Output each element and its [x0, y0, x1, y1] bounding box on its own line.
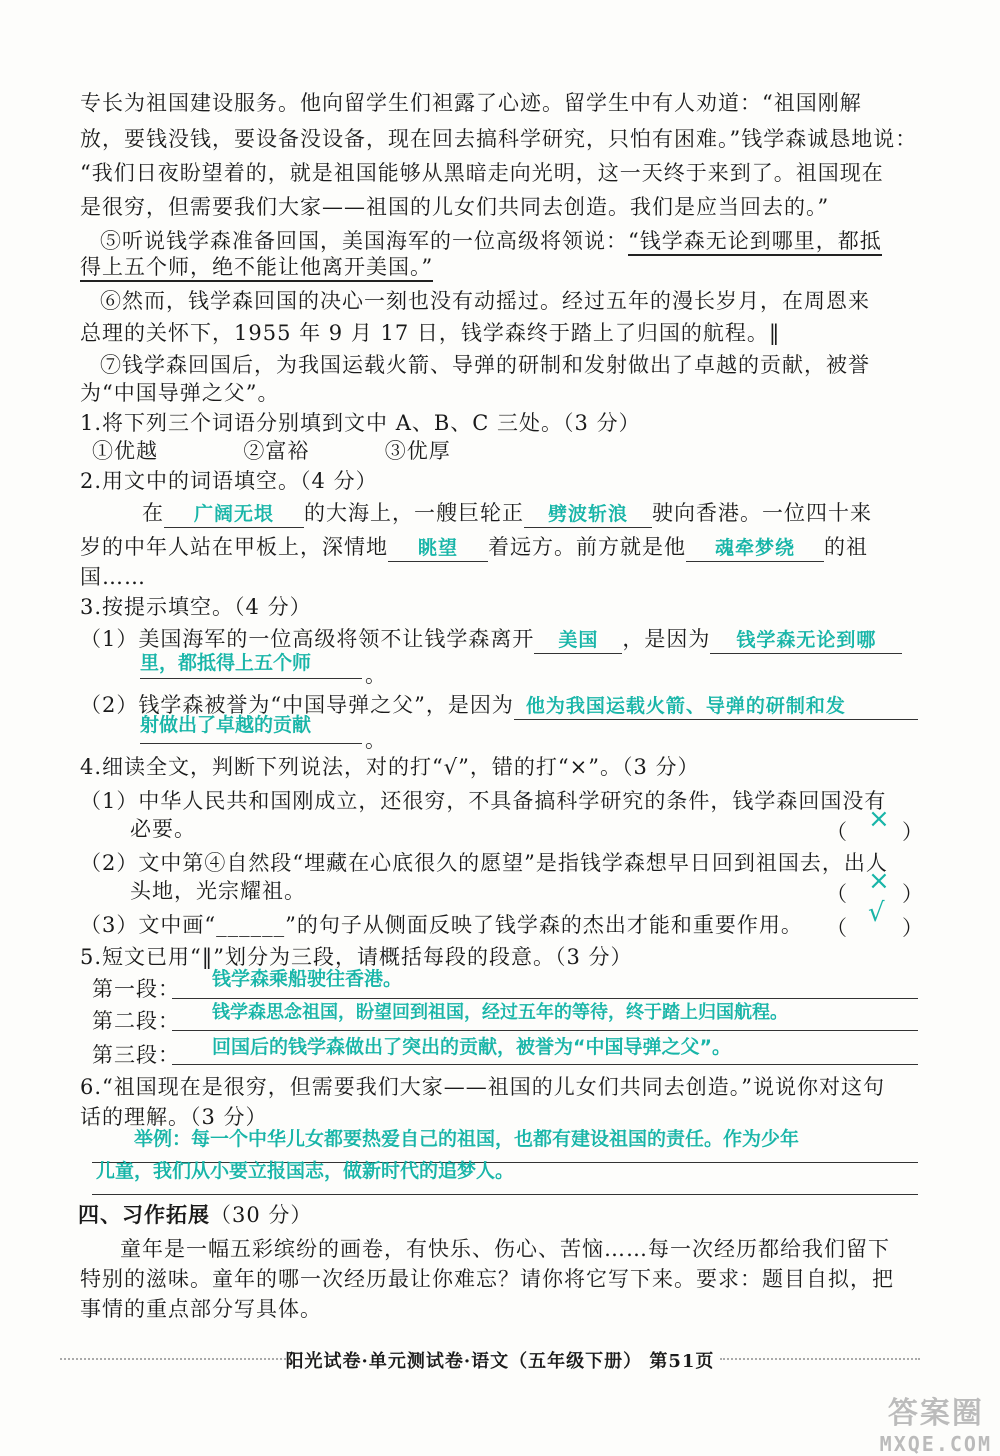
- page-footer: 阳光试卷·单元测试卷·语文（五年级下册） 第51页: [285, 1351, 715, 1372]
- answer-line: [140, 678, 362, 679]
- q3-text: （2）钱学森被誉为“中国导弹之父”，是因为: [80, 693, 514, 717]
- q6-answer-line-1: 举例：每一个中华儿女都要热爱自己的祖国，也都有建设祖国的责任。作为少年: [134, 1128, 800, 1150]
- q6-answer-line-2: 儿童，我们从小要立报国志，做新时代的追梦人。: [96, 1160, 515, 1182]
- essay-prompt-line: 特别的滋味。童年的哪一次经历最让你难忘？请你将它写下来。要求：题目自拟，把: [80, 1267, 894, 1291]
- q5-label-2: 第二段：: [92, 1009, 180, 1033]
- passage-text: ⑤听说钱学森准备回国，美国海军的一位高级将领说：: [100, 229, 628, 253]
- q4-item-2: （2）文中第④自然段“埋藏在心底很久的愿望”是指钱学森想早日回到祖国去，出人: [80, 851, 888, 875]
- q1-option: ③优厚: [384, 439, 451, 463]
- q2-text: 岁的中年人站在甲板上，深情地: [80, 535, 388, 559]
- q2-blank-1[interactable]: 广阔无垠: [164, 501, 304, 528]
- q5-label-3: 第三段：: [92, 1043, 180, 1067]
- section-4-heading: [78, 1200, 312, 1230]
- q2-line-1: [142, 498, 872, 528]
- paren: （: [826, 882, 847, 906]
- answer-line: [140, 743, 362, 744]
- q4-item-2-cont: 头地，光宗耀祖。: [130, 879, 306, 903]
- question-6: 6.“祖国现在是很穷，但需要我们大家——祖国的儿女们共同去创造。”说说你对这句: [80, 1075, 886, 1099]
- question-4: 4.细读全文，判断下列说法，对的打“√”，错的打“×”。（3 分）: [80, 755, 700, 779]
- q5-label-1: 第一段：: [92, 977, 180, 1001]
- passage-line: 放，要钱没钱，要设备没设备，现在回去搞科学研究，只怕有困难。”钱学森诚恳地说：: [80, 127, 918, 151]
- paren: ）: [902, 820, 923, 844]
- cross-mark: ×: [868, 804, 890, 834]
- q1-option: ②富裕: [243, 439, 310, 463]
- q3-text: ，是因为: [622, 627, 711, 651]
- q2-blank-3[interactable]: 眺望: [388, 535, 488, 562]
- watermark: [880, 1388, 992, 1456]
- q3-blank-2[interactable]: 钱学森无论到哪: [710, 627, 902, 654]
- q2-text: 的祖: [824, 535, 868, 559]
- paragraph-5-cont: [80, 252, 433, 282]
- question-2: 2.用文中的词语填空。（4 分）: [80, 469, 378, 493]
- q2-line-3: 国……: [80, 565, 146, 589]
- q2-blank-2[interactable]: 劈波斩浪: [524, 501, 652, 528]
- cross-mark: ×: [868, 866, 890, 896]
- paragraph-7: ⑦钱学森回国后，为我国运载火箭、导弹的研制和发射做出了卓越的贡献，被誉: [100, 353, 870, 377]
- paragraph-7-cont: 为“中国导弹之父”。: [80, 381, 280, 405]
- q5-answer-2: 钱学森思念祖国，盼望回到祖国，经过五年的等待，终于踏上归国航程。: [212, 1002, 788, 1023]
- watermark-logo-text: 答案圈: [887, 1396, 984, 1431]
- q3-answer-3-cont: 射做出了卓越的贡献: [140, 714, 312, 736]
- q3-blank-1[interactable]: 美国: [534, 627, 622, 654]
- q4-item-1-cont: 必要。: [130, 817, 196, 841]
- q3-period: 。: [365, 728, 387, 752]
- answer-line: [172, 1030, 918, 1031]
- answer-line: [172, 998, 918, 999]
- q4-item-1: （1）中华人民共和国刚成立，还很穷，不具备搞科学研究的条件，钱学森回国没有: [80, 789, 887, 813]
- essay-prompt-line: 事情的重点部分写具体。: [80, 1297, 322, 1321]
- q5-answer-3: 回国后的钱学森做出了突出的贡献，被誉为“中国导弹之父”。: [212, 1036, 731, 1058]
- q3-text: （1）美国海军的一位高级将领不让钱学森离开: [80, 627, 535, 651]
- q5-answer-1: 钱学森乘船驶往香港。: [212, 968, 403, 990]
- q3-answer-2-cont: 里，都抵得上五个师: [140, 652, 312, 674]
- question-5: 5.短文已用“‖”划分为三段，请概括每段的段意。（3 分）: [80, 945, 633, 969]
- underlined-sentence: “钱学森无论到哪里，都抵: [628, 229, 882, 256]
- section-score: （30 分）: [210, 1203, 313, 1227]
- q3-period: 。: [365, 663, 387, 687]
- footer-dots-right: [720, 1358, 920, 1360]
- question-6-cont: 话的理解。（3 分）: [80, 1105, 268, 1129]
- q2-blank-4[interactable]: 魂牵梦绕: [686, 535, 824, 562]
- question-3: 3.按提示填空。（4 分）: [80, 595, 312, 619]
- passage-line: 是很穷，但需要我们大家——祖国的儿女们共同去创造。我们是应当回去的。”: [80, 195, 830, 219]
- q4-item-3: （3）文中画“______”的句子从侧面反映了钱学森的杰出才能和重要作用。: [80, 913, 803, 937]
- answer-line: [92, 1194, 918, 1195]
- underlined-sentence: 得上五个师，绝不能让他离开美国。”: [80, 255, 433, 282]
- check-mark: √: [868, 898, 885, 928]
- q3-blank-3[interactable]: 他为我国运载火箭、导弹的研制和发: [514, 693, 918, 720]
- essay-prompt-line: 童年是一幅五彩缤纷的画卷，有快乐、伤心、苦恼……每一次经历都给我们留下: [120, 1237, 890, 1261]
- passage-line: “我们日夜盼望着的，就是祖国能够从黑暗走向光明，这一天终于来到了。祖国现在: [80, 161, 884, 185]
- paren: （: [826, 916, 847, 940]
- watermark-url: MXQE.COM: [879, 1432, 992, 1456]
- section-title: 四、习作拓展: [78, 1202, 210, 1227]
- q1-option: ①优越: [92, 439, 158, 463]
- question-1: 1.将下列三个词语分别填到文中 A、B、C 三处。（3 分）: [80, 411, 641, 435]
- passage-line: 专长为祖国建设服务。他向留学生们袒露了心迹。留学生中有人劝道：“祖国刚解: [80, 91, 862, 115]
- paragraph-6-cont: 总理的关怀下，1955 年 9 月 17 日，钱学森终于踏上了归国的航程。‖: [80, 321, 781, 345]
- paragraph-6: ⑥然而，钱学森回国的决心一刻也没有动摇过。经过五年的漫长岁月，在周恩来: [100, 289, 870, 313]
- q2-line-2: [80, 532, 868, 562]
- q1-options: [92, 436, 451, 466]
- q2-text: 驶向香港。一位四十来: [652, 501, 872, 525]
- answer-line: [172, 1064, 918, 1065]
- q2-text: 在: [142, 501, 164, 525]
- paren: ）: [902, 882, 923, 906]
- q2-text: 的大海上，一艘巨轮正: [304, 501, 524, 525]
- paren: ）: [902, 916, 923, 940]
- q2-text: 着远方。前方就是他: [488, 535, 686, 559]
- paren: （: [826, 820, 847, 844]
